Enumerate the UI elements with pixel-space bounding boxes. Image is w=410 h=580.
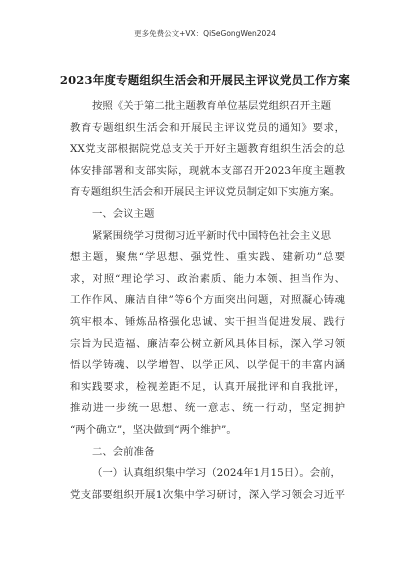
paragraph-line: 工作作风、廉洁自律”等6个方面突出问题，对照凝心铸魂 — [70, 294, 345, 307]
paragraph-line: 悟以学铸魂、以学增智、以学正风、以学促干的丰富内涵 — [70, 359, 345, 372]
paragraph-line: 体安排部署和支部实际，现就本支部召开2023年度主题教 — [70, 164, 345, 177]
paragraph-line: （一）认真组织集中学习（2024年1月15日）。会前， — [92, 467, 341, 480]
document-body — [70, 96, 345, 506]
paragraph-line: 教育专题组织生活会和开展民主评议党员的通知》要求， — [70, 121, 345, 134]
section-heading: 一、会议主题 — [92, 207, 155, 220]
document-title: 2023年度专题组织生活会和开展民主评议党员工作方案 — [59, 73, 351, 87]
paragraph-line: 推动进一步统一思想、统一意志、统一行动，坚定拥护 — [70, 402, 345, 415]
paragraph-line: XX党支部根据院党总支关于开好主题教育组织生活会的总 — [70, 143, 345, 156]
paragraph-line: 想主题，聚焦“学思想、强党性、重实践、建新功”总要 — [70, 251, 345, 264]
paragraph-line: “两个确立”，坚决做到“两个维护”。 — [70, 423, 237, 436]
paragraph-line: 育专题组织生活会和开展民主评议党员制定如下实施方案。 — [70, 186, 341, 199]
paragraph-line: 紧紧围绕学习贯彻习近平新时代中国特色社会主义思 — [92, 229, 331, 242]
paragraph-line: 和实践要求，检视差距不足，认真开展批评和自我批评， — [70, 380, 345, 393]
section-heading: 二、会前准备 — [92, 445, 155, 458]
paragraph-line: 按照《关于第二批主题教育单位基层党组织召开主题 — [92, 100, 331, 112]
paragraph-line: 党支部要组织开展1次集中学习研讨，深入学习领会习近平 — [70, 488, 345, 501]
header-note: 更多免费公文+VX：QiSeGongWen2024 — [134, 29, 276, 38]
paragraph-line: 筑牢根本、锤炼品格强化忠诚、实干担当促进发展、践行 — [70, 315, 345, 328]
paragraph-line: 求，对照“理论学习、政治素质、能力本领、担当作为、 — [70, 272, 345, 285]
paragraph-line: 宗旨为民造福、廉洁奉公树立新风具体目标，深入学习领 — [70, 337, 345, 350]
